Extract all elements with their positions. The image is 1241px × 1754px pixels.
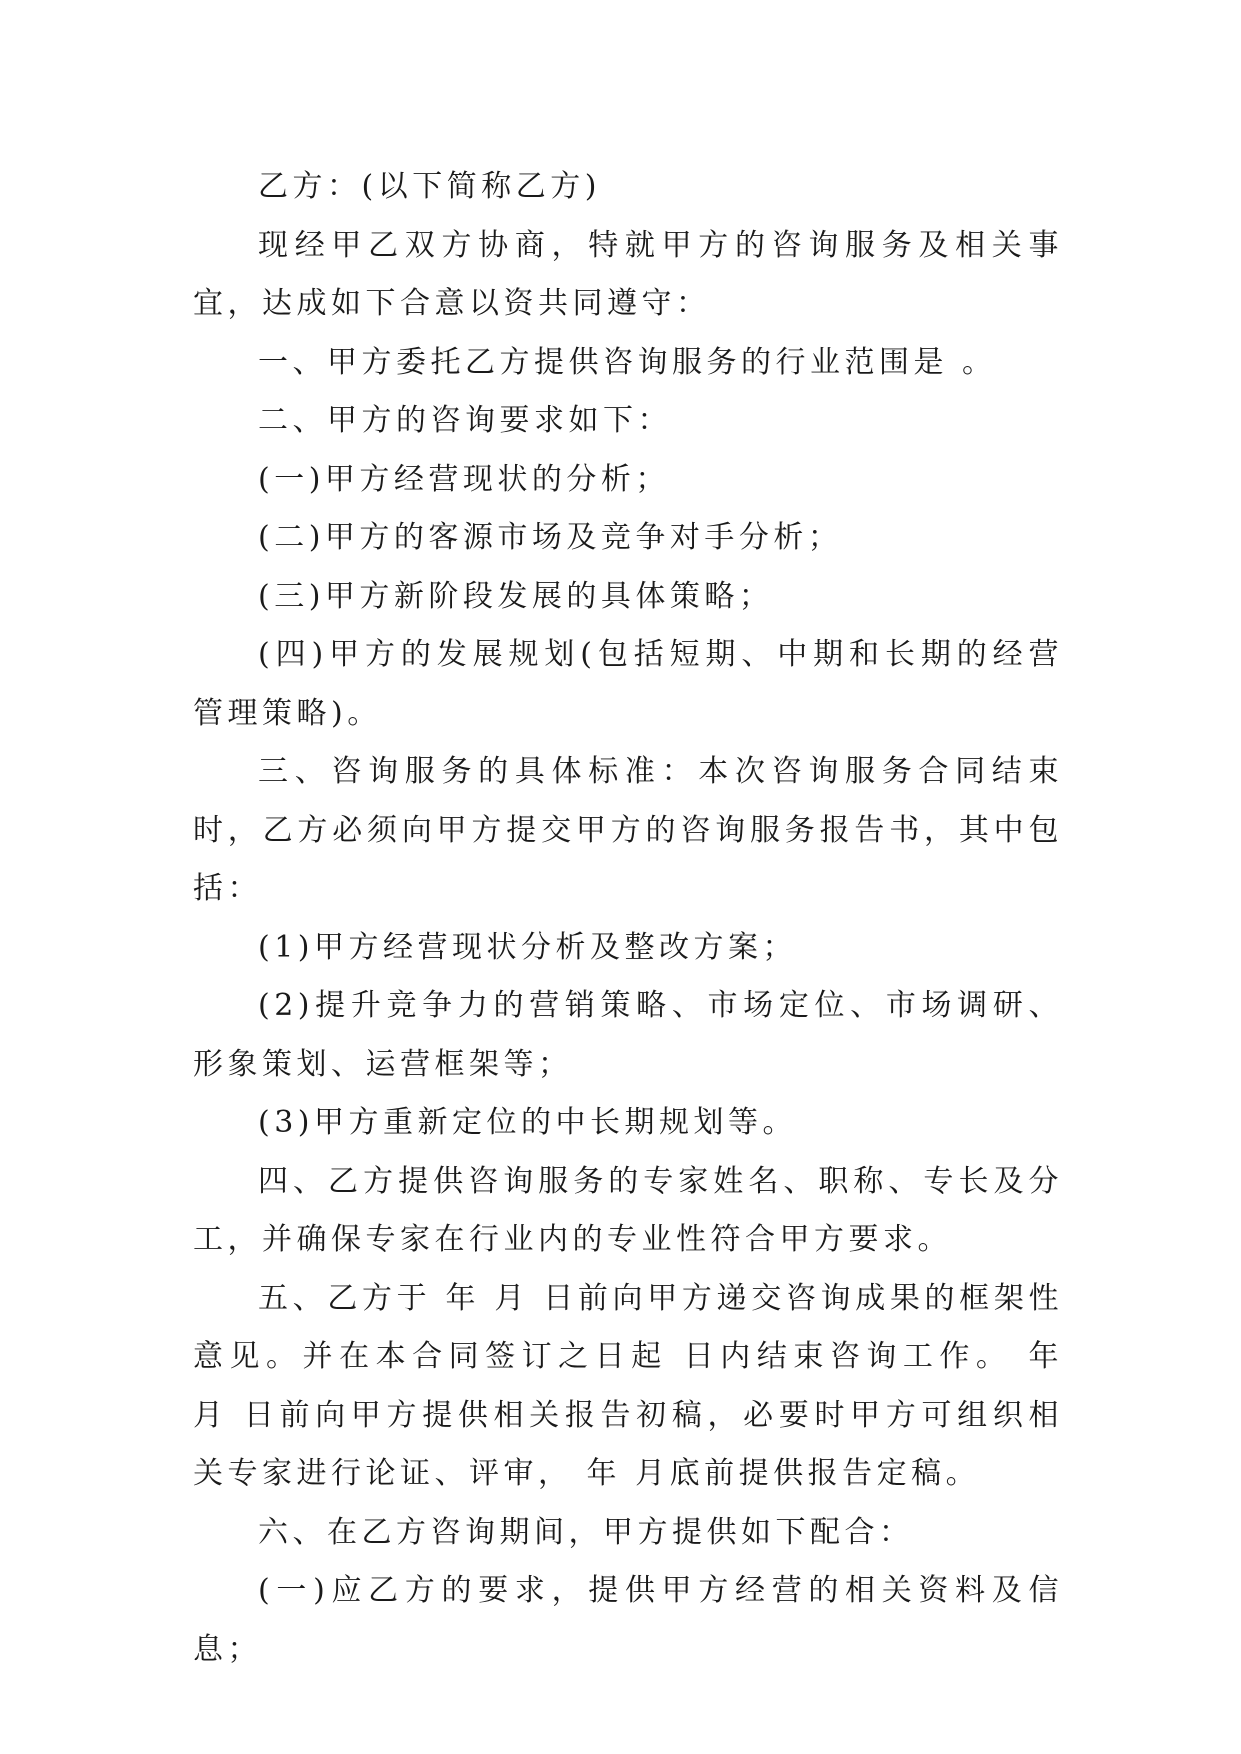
paragraph-clause-1: 一、甲方委托乙方提供咨询服务的行业范围是 。	[258, 344, 997, 380]
paragraph-clause-2-item-3: (三)甲方新阶段发展的具体策略；	[258, 578, 774, 614]
paragraph-clause-3: 三、咨询服务的具体标准：本次咨询服务合同结束时，乙方必须向甲方提交甲方的咨询服务报告书，其中包括：	[193, 754, 1063, 906]
paragraph-party-b: 乙方：(以下简称乙方)	[258, 169, 601, 204]
paragraph-clause-3-item-3: (3)甲方重新定位的中长期规划等。	[258, 1105, 797, 1140]
paragraph-clause-3-item-2: (2)提升竞争力的营销策略、市场定位、市场调研、形象策划、运营框架等；	[193, 988, 1063, 1082]
paragraph-clause-3-item-1: (1)甲方经营现状分析及整改方案；	[258, 929, 797, 965]
paragraph-clause-2: 二、甲方的咨询要求如下：	[258, 403, 672, 438]
paragraph-clause-4: 四、乙方提供咨询服务的专家姓名、职称、专长及分工，并确保专家在行业内的专业性符合甲方要求。	[193, 1163, 1063, 1257]
paragraph-clause-6-item-1: (一)应乙方的要求，提供甲方经营的相关资料及信息；	[193, 1573, 1063, 1667]
contract-body	[193, 158, 1063, 1679]
paragraph-clause-5: 五、乙方于 年 月 日前向甲方递交咨询成果的框架性意见。并在本合同签订之日起 日内结束咨询工作。 年 月 日前向甲方提供相关报告初稿，必要时甲方可组织相关专家进行论证、评审， 年 月底前提供报告定稿。	[193, 1280, 1063, 1491]
paragraph-preamble: 现经甲乙双方协商，特就甲方的咨询服务及相关事宜，达成如下合意以资共同遵守：	[193, 227, 1063, 321]
paragraph-clause-2-item-4: (四)甲方的发展规划(包括短期、中期和长期的经营管理策略)。	[193, 637, 1063, 731]
paragraph-clause-2-item-2: (二)甲方的客源市场及竞争对手分析；	[258, 520, 843, 555]
paragraph-clause-6: 六、在乙方咨询期间，甲方提供如下配合：	[258, 1514, 914, 1550]
paragraph-clause-2-item-1: (一)甲方经营现状的分析；	[258, 461, 670, 497]
